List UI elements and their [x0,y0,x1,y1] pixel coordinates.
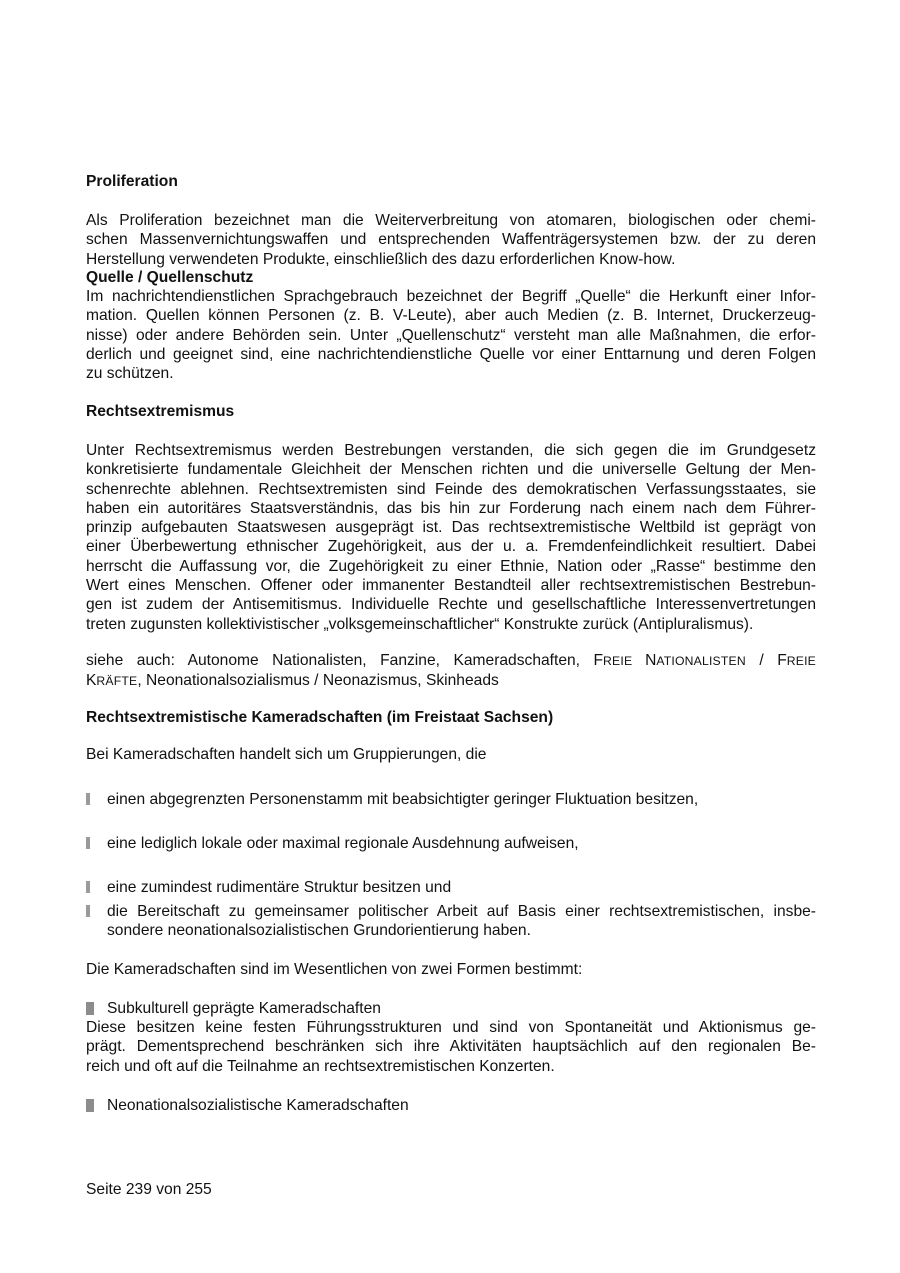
see-also-sc-k: K [86,672,97,690]
text-line: derlich und geeignet sind, eine nachrichtendienstliche Quelle vor einer Enttarnung und deren Folgen [86,345,816,363]
text-line: herrscht die Auffassung vor, die Zugehörigkeit zu einer Ethnie, Nation oder „Rasse“ bestimme den [86,557,816,575]
list-item-text: eine lediglich lokale oder maximal regionale Ausdehnung aufweisen, [107,835,579,852]
text-line: nisse) oder andere Behörden sein. Unter „Quellenschutz“ versteht man alle Maßnahmen, die erfor- [86,326,816,344]
see-also-sc-f2: F [777,652,787,669]
see-also-sc-ationalisten: ATIONALISTEN [656,654,746,668]
heading-rechtsextremismus: Rechtsextremismus [86,403,235,420]
see-also-line-2 [86,671,816,691]
text-line: Unter Rechtsextremismus werden Bestrebungen verstanden, die sich gegen die im Grundgesetz [86,442,816,459]
heading-kameradschaften: Rechtsextremistische Kameradschaften (im Freistaat Sachsen) [86,709,554,726]
heading-proliferation: Proliferation [86,173,178,190]
form-title: Neonationalsozialistische Kameradschaften [107,1097,409,1114]
text-line: Als Proliferation bezeichnet man die Weiterverbreitung von atomaren, biologischen oder chemi- [86,212,816,229]
text-line: prägt. Dementsprechend beschränken sich ihre Aktivitäten hauptsächlich auf den regionalen Be- [86,1038,816,1056]
see-also-sc-f1: F [593,652,604,669]
see-also-sc-reie-2: REIE [786,654,816,668]
see-also-prefix: siehe auch: Autonome Nationalisten, Fanzine, Kameradschaften, [86,652,594,669]
see-also-sc-reie: REIE [603,654,646,668]
paragraph-quelle [86,287,816,383]
bar-bullet-icon [86,881,90,893]
kameradschaften-intro: Bei Kameradschaften handelt sich um Gruppierungen, die [86,746,487,763]
see-also-line-1 [86,651,816,671]
see-also-sc-raefte: RÄFTE [96,674,138,689]
square-bullet-icon [86,1002,94,1015]
text-line: treten zugunsten kollektivistischer „volksgemeinschaftlicher“ Konstrukte zurück (Antipluralismus). [86,615,754,633]
list-item-text [107,902,816,941]
text-line: die Bereitschaft zu gemeinsamer politischer Arbeit auf Basis einer rechtsextremistischen, insbe- [107,903,816,920]
text-line: schenrechte ablehnen. Rechtsextremisten sind Feinde des demokratischen Verfassungsstaates, sie [86,480,816,498]
see-also [86,651,816,692]
page-number: Seite 239 von 255 [86,1181,212,1198]
paragraph-proliferation [86,211,816,269]
text-line: Wert eines Menschen. Offener oder immanenter Bestandteil aller rechtsextremistischen Bestrebun- [86,577,816,595]
text-line: zu schützen. [86,365,174,383]
text-line: Diese besitzen keine festen Führungsstrukturen und sind von Spontaneität und Aktionismus ge- [86,1019,816,1036]
list-item-text: einen abgegrenzten Personenstamm mit beabsichtigter geringer Fluktuation besitzen, [107,791,699,808]
text-line: konkretisierte fundamentale Gleichheit der Menschen richten und die universelle Geltung der Men- [86,461,816,479]
text-line: gen ist zudem der Antisemitismus. Individuelle Rechte und gesellschaftliche Interessenvertretungen [86,596,816,614]
list-item-text: eine zumindest rudimentäre Struktur besitzen und [107,879,452,896]
square-bullet-icon [86,1099,94,1112]
text-line: sondere neonationalsozialistischen Grundorientierung haben. [107,922,531,940]
text-line: prinzip aufgebauten Staatswesen ausgeprägt ist. Das rechtsextremistische Weltbild ist geprägt von [86,519,816,537]
heading-quelle: Quelle / Quellenschutz [86,269,254,286]
bar-bullet-icon [86,793,90,805]
bar-bullet-icon [86,837,90,849]
text-line: Im nachrichtendienstlichen Sprachgebrauch bezeichnet der Begriff „Quelle“ die Herkunft einer Infor- [86,288,816,305]
forms-intro: Die Kameradschaften sind im Wesentlichen von zwei Formen bestimmt: [86,961,583,978]
text-line: schen Massenvernichtungswaffen und entsprechenden Waffenträgersystemen bzw. der zu deren [86,231,816,249]
text-line: Herstellung verwendeten Produkte, einschließlich des dazu erforderlichen Know-how. [86,250,676,268]
form-title: Subkulturell geprägte Kameradschaften [107,1000,381,1017]
text-line: reich und oft auf die Teilnahme an rechtsextremistischen Konzerten. [86,1057,555,1075]
paragraph-subkulturell [86,1018,816,1076]
see-also-slash: / [745,652,778,669]
see-also-sc-n: N [645,652,657,669]
bar-bullet-icon [86,905,90,917]
see-also-suffix: , Neonationalsozialismus / Neonazismus, Skinheads [137,672,499,690]
paragraph-rechtsextremismus [86,441,816,634]
text-line: einer Überbewertung ethnischer Zugehörigkeit, aus der u. a. Fremdenfeindlichkeit resultiert. Dabei [86,538,816,556]
text-line: haben ein autoritäres Staatsverständnis, das bis hin zur Forderung nach einem nach dem Führer- [86,499,816,517]
text-line: mation. Quellen können Personen (z. B. V-Leute), aber auch Medien (z. B. Internet, Druckerzeug- [86,307,816,325]
